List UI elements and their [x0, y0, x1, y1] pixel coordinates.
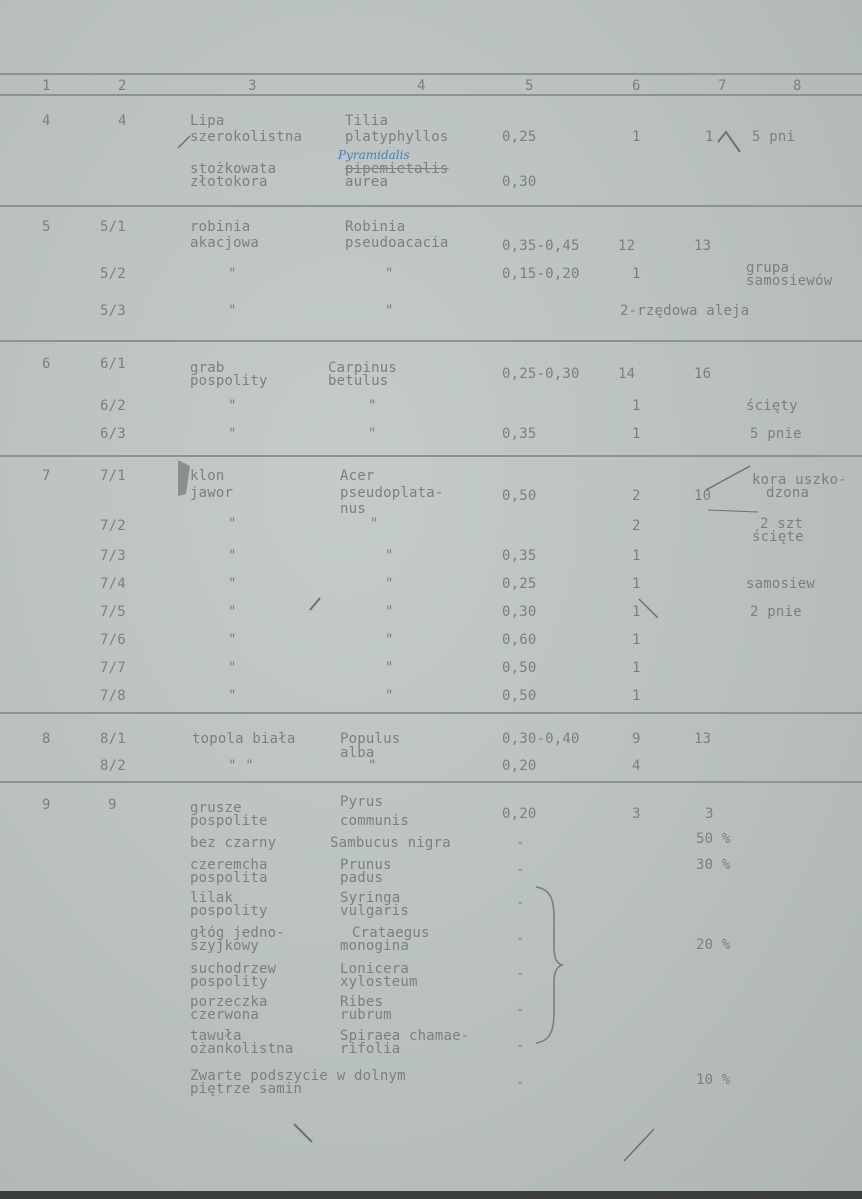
cell-polish-name: " [228, 266, 237, 282]
cell-remarks: ścięte [752, 529, 804, 545]
cell-polish-name: szerokolistna [190, 129, 303, 145]
cell-total: 16 [694, 366, 712, 382]
cell-polish-name: lilak [190, 890, 234, 906]
cell-diameter: 0,30 [502, 174, 537, 190]
cell-number: 5/1 [100, 219, 126, 235]
cell-latin-name: betulus [328, 373, 389, 389]
cell-lp: 7 [42, 468, 51, 484]
cell-remarks: samosiew [746, 576, 816, 592]
cell-count: 1 [632, 632, 641, 648]
cell-latin-name: Spiraea chamae- [340, 1028, 470, 1044]
cell-polish-name: " [228, 604, 237, 620]
cell-diameter: 0,30-0,40 [502, 731, 580, 747]
cell-count: 9 [632, 731, 641, 747]
cell-number: 7/2 [100, 518, 126, 534]
pen-mark [308, 596, 324, 612]
cell-number: 7/1 [100, 468, 126, 484]
cell-latin-name: " [370, 516, 379, 532]
group-rule-9 [0, 781, 862, 783]
ink-spot [176, 458, 196, 498]
cell-polish-name: " " [228, 758, 254, 774]
cell-latin-name: xylosteum [340, 974, 418, 990]
check-mark [636, 596, 662, 622]
cell-count: 2 [632, 488, 641, 504]
cell-latin-name: " [385, 303, 394, 319]
cell-total: 20 % [696, 937, 731, 953]
cell-polish-name: pospolity [190, 373, 268, 389]
cell-latin-name: platyphyllos [345, 129, 449, 145]
cell-diameter: 0,50 [502, 488, 537, 504]
cell-polish-name: pospolity [190, 903, 268, 919]
cell-latin-name: pseudoplata- [340, 485, 444, 501]
cell-latin-name: Tilia [345, 113, 389, 129]
cell-latin-name: " [368, 758, 377, 774]
group-rule-6 [0, 340, 862, 342]
check-mark [714, 122, 754, 162]
cell-diameter: 0,25-0,30 [502, 366, 580, 382]
cell-count: 1 [632, 548, 641, 564]
cell-diameter: 0,15-0,20 [502, 266, 580, 282]
cell-latin-name: Syringa [340, 890, 401, 906]
cell-diameter: 0,20 [502, 758, 537, 774]
cell-number: 6/2 [100, 398, 126, 414]
cell-polish-name: czerwona [190, 1007, 260, 1023]
cell-polish-name: pospolity [190, 974, 268, 990]
cell-count: 12 [618, 238, 636, 254]
cell-total: 50 % [696, 831, 731, 847]
cell-polish-name: stożkowata [190, 161, 277, 177]
cell-polish-name: Lipa [190, 113, 225, 129]
cell-remarks: 2 szt [760, 516, 804, 532]
cell-diameter: 0,25 [502, 576, 537, 592]
cell-diameter: - [516, 1075, 525, 1091]
cell-latin-name: nus [340, 501, 366, 517]
cell-polish-name: pospolite [190, 813, 268, 829]
cell-polish-name: szyjkowy [190, 938, 260, 954]
cell-polish-name: suchodrzew [190, 961, 277, 977]
cell-latin-name: Prunus [340, 857, 392, 873]
cell-total: 13 [694, 238, 712, 254]
cell-count: 3 [632, 806, 641, 822]
cell-count: 1 [632, 398, 641, 414]
cell-diameter: 0,35 [502, 548, 537, 564]
brace-mark [528, 885, 564, 1045]
cell-latin-name: Ribes [340, 994, 384, 1010]
cell-number: 7/8 [100, 688, 126, 704]
cell-number: 4 [118, 113, 127, 129]
group-rule-8 [0, 712, 862, 714]
cell-lp: 5 [42, 219, 51, 235]
cell-latin-name: pipemietalis [345, 161, 449, 177]
cell-polish-name: piętrze samin [190, 1081, 303, 1097]
column-header: 6 [632, 78, 641, 94]
cell-latin-name: alba [340, 745, 375, 761]
cell-polish-name: " [228, 398, 237, 414]
cell-latin-name: " [385, 604, 394, 620]
cell-polish-name: " [228, 426, 237, 442]
pen-mark [620, 1125, 660, 1165]
cell-count: 1 [632, 576, 641, 592]
cell-number: 8/2 [100, 758, 126, 774]
cell-diameter: 0,50 [502, 688, 537, 704]
cell-diameter: 0,50 [502, 660, 537, 676]
cell-latin-name: Carpinus [328, 360, 398, 376]
cell-polish-name: bez czarny [190, 835, 277, 851]
column-header: 5 [525, 78, 534, 94]
cell-lp: 6 [42, 356, 51, 372]
cell-diameter: - [516, 1038, 525, 1054]
cell-polish-name: grab [190, 360, 225, 376]
cell-number: 9 [108, 797, 117, 813]
cell-number: 7/7 [100, 660, 126, 676]
cell-lp: 9 [42, 797, 51, 813]
cell-remarks: 5 pnie [750, 426, 802, 442]
cell-diameter: 0,20 [502, 806, 537, 822]
cell-polish-name: ożankolistna [190, 1041, 294, 1057]
cell-remarks: kora uszko- [752, 472, 847, 488]
cell-remarks: 5 pni [752, 129, 796, 145]
cell-number: 7/5 [100, 604, 126, 620]
cell-lp: 4 [42, 113, 51, 129]
cell-count: 14 [618, 366, 636, 382]
cell-latin-name: " [385, 688, 394, 704]
cell-polish-name: tawuła [190, 1028, 242, 1044]
cell-latin-name: Lonicera [340, 961, 410, 977]
cell-latin-name: " [385, 632, 394, 648]
cell-polish-name: głóg jedno- [190, 925, 285, 941]
cell-polish-name: topola biała [192, 731, 296, 747]
slash-mark [176, 134, 192, 150]
handwritten-annotation: Pyramidalis [338, 148, 410, 162]
cell-latin-name: " [385, 576, 394, 592]
cell-latin-name: rifolia [340, 1041, 401, 1057]
cell-polish-name: akacjowa [190, 235, 260, 251]
cell-latin-name: aurea [345, 174, 389, 190]
cell-latin-name: " [368, 398, 377, 414]
cell-latin-name: padus [340, 870, 384, 886]
cell-number: 8/1 [100, 731, 126, 747]
cell-diameter: - [516, 966, 525, 982]
cell-diameter: - [516, 862, 525, 878]
cell-remarks: ścięty [746, 398, 798, 414]
cell-polish-name: " [228, 303, 237, 319]
cell-latin-name: Pyrus [340, 794, 384, 810]
cell-polish-name: robinia [190, 219, 251, 235]
header-top-rule [0, 73, 862, 75]
cell-latin-name: Sambucus nigra [330, 835, 451, 851]
cell-latin-name: " [385, 266, 394, 282]
header-bottom-rule [0, 94, 862, 96]
cell-diameter: 0,60 [502, 632, 537, 648]
cell-count: 2 [632, 518, 641, 534]
cell-remarks: dzona [766, 485, 810, 501]
cell-polish-name: grusze [190, 800, 242, 816]
cell-total: 3 [705, 806, 714, 822]
column-header: 7 [718, 78, 727, 94]
cell-polish-name: " [228, 632, 237, 648]
cell-diameter: 0,25 [502, 129, 537, 145]
cell-latin-name: Crataegus [352, 925, 430, 941]
cell-number: 5/2 [100, 266, 126, 282]
cell-polish-name: " [228, 688, 237, 704]
cell-number: 7/3 [100, 548, 126, 564]
cell-latin-name: " [385, 548, 394, 564]
cell-latin-name: Robinia [345, 219, 406, 235]
cell-polish-name: " [228, 548, 237, 564]
cell-polish-name: klon [190, 468, 225, 484]
cell-count: 1 [632, 266, 641, 282]
column-header: 1 [42, 78, 51, 94]
cell-count: 1 [632, 660, 641, 676]
column-header: 4 [417, 78, 426, 94]
cell-latin-name: vulgaris [340, 903, 410, 919]
cell-remarks: 2 pnie [750, 604, 802, 620]
cell-latin-name: " [385, 660, 394, 676]
cell-diameter: - [516, 895, 525, 911]
cell-latin-name: communis [340, 813, 410, 829]
cell-count: 1 [632, 604, 641, 620]
cell-latin-name: Acer [340, 468, 375, 484]
cell-remarks: samosiewów [746, 273, 833, 289]
cell-polish-name: Zwarte podszycie w dolnym [190, 1068, 406, 1084]
cell-polish-name: złotokora [190, 174, 268, 190]
cell-polish-name: jawor [190, 485, 234, 501]
cell-diameter: - [516, 931, 525, 947]
cell-total: 10 % [696, 1072, 731, 1088]
cell-polish-name: pospolita [190, 870, 268, 886]
column-header: 3 [248, 78, 257, 94]
cell-count: 1 [632, 426, 641, 442]
cell-count: 1 [632, 688, 641, 704]
cell-polish-name: " [228, 660, 237, 676]
cell-number: 7/4 [100, 576, 126, 592]
cell-polish-name: " [228, 516, 237, 532]
pen-mark [290, 1120, 320, 1150]
cell-number: 6/3 [100, 426, 126, 442]
cell-latin-name: rubrum [340, 1007, 392, 1023]
group-rule-5 [0, 205, 862, 207]
cell-latin-name: " [368, 426, 377, 442]
cell-total: 30 % [696, 857, 731, 873]
column-header: 2 [118, 78, 127, 94]
cell-number: 6/1 [100, 356, 126, 372]
cell-total: 13 [694, 731, 712, 747]
cell-number: 5/3 [100, 303, 126, 319]
cell-lp: 8 [42, 731, 51, 747]
cell-diameter: 0,35 [502, 426, 537, 442]
pen-mark [700, 460, 760, 520]
cell-total: 10 [694, 488, 712, 504]
cell-polish-name: porzeczka [190, 994, 268, 1010]
cell-count: 1 [632, 129, 641, 145]
group-rule-7 [0, 455, 862, 457]
cell-polish-name: " [228, 576, 237, 592]
scan-edge [0, 1191, 862, 1199]
cell-diameter: - [516, 835, 525, 851]
cell-polish-name: czeremcha [190, 857, 268, 873]
cell-diameter: - [516, 1002, 525, 1018]
cell-diameter: 0,30 [502, 604, 537, 620]
cell-remarks: 2-rzędowa aleja [620, 303, 750, 319]
cell-count: 4 [632, 758, 641, 774]
cell-remarks: grupa [746, 260, 790, 276]
cell-number: 7/6 [100, 632, 126, 648]
cell-total: 1 [705, 129, 714, 145]
column-header: 8 [793, 78, 802, 94]
cell-latin-name: pseudoacacia [345, 235, 449, 251]
cell-latin-name: monogina [340, 938, 410, 954]
cell-diameter: 0,35-0,45 [502, 238, 580, 254]
cell-latin-name: Populus [340, 731, 401, 747]
